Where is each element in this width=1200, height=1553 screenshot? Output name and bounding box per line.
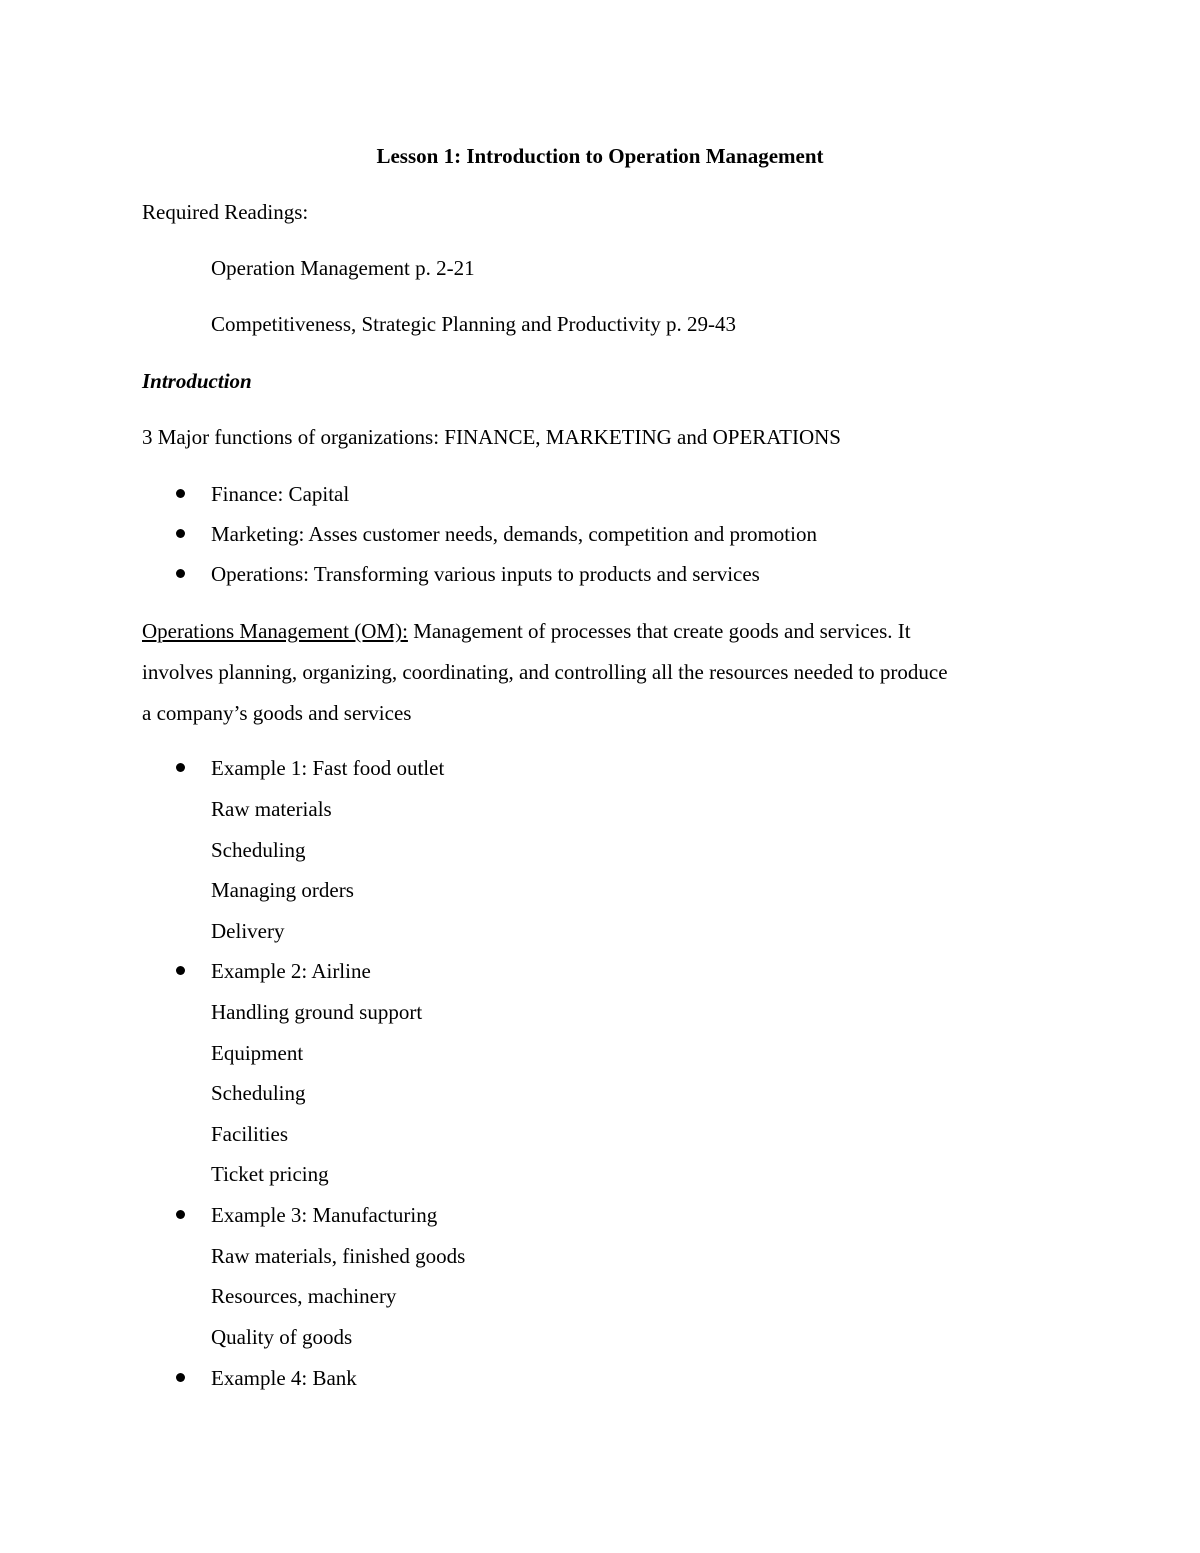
page-title: Lesson 1: Introduction to Operation Management bbox=[376, 144, 824, 168]
bullet-icon bbox=[176, 763, 185, 772]
required-readings-label: Required Readings: bbox=[142, 200, 309, 224]
bullet-icon bbox=[176, 489, 185, 498]
bullet-icon bbox=[176, 1210, 185, 1219]
example-item: Resources, machinery bbox=[211, 1284, 397, 1308]
function-item: Finance: Capital bbox=[211, 482, 350, 506]
example-item: Equipment bbox=[211, 1041, 304, 1065]
example-label: Example 4: Bank bbox=[211, 1366, 357, 1390]
om-definition-line bbox=[142, 618, 911, 644]
bullet-icon bbox=[176, 966, 185, 975]
example-item: Handling ground support bbox=[211, 1000, 423, 1024]
example-item: Quality of goods bbox=[211, 1325, 353, 1349]
om-definition-line: a company’s goods and services bbox=[142, 701, 412, 725]
om-definition-text: Management of processes that create goods and services. It bbox=[407, 619, 911, 643]
example-item: Raw materials bbox=[211, 797, 332, 821]
introduction-heading: Introduction bbox=[142, 369, 252, 393]
function-item: Operations: Transforming various inputs to products and services bbox=[211, 562, 760, 586]
reading-item: Competitiveness, Strategic Planning and Productivity p. 29-43 bbox=[211, 312, 736, 336]
example-item: Delivery bbox=[211, 919, 285, 943]
example-label: Example 1: Fast food outlet bbox=[211, 756, 445, 780]
example-item: Managing orders bbox=[211, 878, 354, 902]
om-definition-line: involves planning, organizing, coordinating, and controlling all the resources needed to produce bbox=[142, 660, 948, 684]
bullet-icon bbox=[176, 529, 185, 538]
example-item: Facilities bbox=[211, 1122, 288, 1146]
reading-item: Operation Management p. 2-21 bbox=[211, 256, 475, 280]
om-term: Operations Management (OM): bbox=[142, 619, 408, 643]
example-item: Raw materials, finished goods bbox=[211, 1244, 466, 1268]
example-item: Scheduling bbox=[211, 1081, 306, 1105]
example-item: Ticket pricing bbox=[211, 1162, 329, 1186]
example-label: Example 3: Manufacturing bbox=[211, 1203, 438, 1227]
example-item: Scheduling bbox=[211, 838, 306, 862]
bullet-icon bbox=[176, 569, 185, 578]
example-label: Example 2: Airline bbox=[211, 959, 371, 983]
functions-line: 3 Major functions of organizations: FINANCE, MARKETING and OPERATIONS bbox=[142, 425, 841, 449]
function-item: Marketing: Asses customer needs, demands, competition and promotion bbox=[211, 522, 817, 546]
bullet-icon bbox=[176, 1373, 185, 1382]
